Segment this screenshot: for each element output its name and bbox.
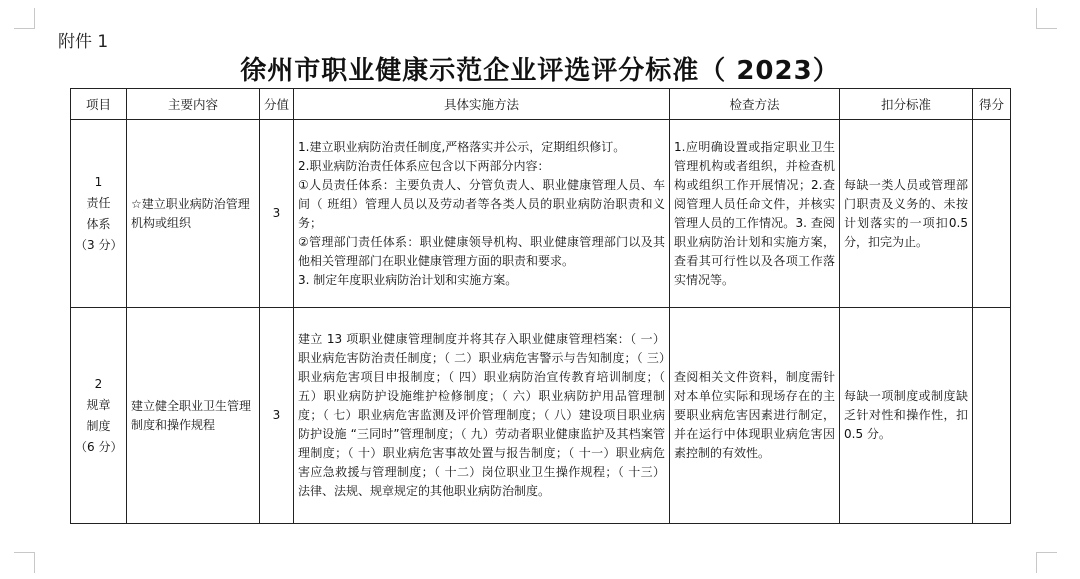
item-cell [71,120,127,308]
item-name-line: 制度 [86,418,111,433]
method-cell: 建立 13 项职业健康管理制度并将其存入职业健康管理档案：（ 一）职业病危害防治责任制度；（ 二）职业病危害警示与告知制度；（ 三）职业病危害项目申报制度；（ 四）职业病防治宣传教育培训制度；（ 五）职业病防护设施维护检修制度；（ 六）职业病防护用品管理制度；（ 七）职业病危害监测及评价管理制度；（ 八）建设项目职业病防护设施 “三同时”管理制度；（ 九）劳动者职业健康监护及其档案管理制度；（ 十）职业病危害事故处置与报告制度；（ 十一）职业病危害应急救援与管理制度；（ 十二）岗位职业卫生操作规程；（ 十三）法律、法规、规章规定的其他职业病防治制度。 [294,308,670,524]
method-cell [294,120,670,308]
inspection-cell: 查阅相关文件资料，制度需针对本单位实际和现场存在的主要职业病危害因素进行制定，并在运行中体现职业病危害因素控制的有效性。 [670,308,840,524]
item-name-line: 体系 [86,216,111,231]
method-line: ①人员责任体系：主要负责人、分管负责人、职业健康管理人员、车间（ 班组）管理人员以及劳动者等各类人员的职业病防治职责和义务； [298,177,665,230]
deduction-cell: 每缺一项制度或制度缺乏针对性和操作性，扣 0.5 分。 [840,308,973,524]
inspection-cell: 1.应明确设置或指定职业卫生管理机构或者组织，并检查机构或组织工作开展情况；2.查阅管理人员任命文件，并核实管理人员的工作情况。3. 查阅职业病防治计划和实施方案，查看其可行性以及各项工作落实情况等。 [670,120,840,308]
result-cell [973,308,1011,524]
content-cell: 建立健全职业卫生管理制度和操作规程 [127,308,260,524]
score-cell: 3 [260,120,294,308]
item-number: 1 [94,174,103,189]
header-item: 项目 [71,89,127,120]
method-line: ②管理部门责任体系：职业健康领导机构、职业健康管理部门以及其他相关管理部门在职业健康管理方面的职责和要求。 [298,234,665,268]
item-name-line: 规章 [86,397,111,412]
attachment-label: 附件 1 [58,32,109,52]
header-content: 主要内容 [127,89,260,120]
header-result: 得分 [973,89,1011,120]
header-inspection: 检查方法 [670,89,840,120]
header-row [71,89,1011,120]
table-row [71,120,1011,308]
score-cell: 3 [260,308,294,524]
crop-mark-bottom-left [14,552,35,573]
crop-mark-top-right [1036,8,1057,29]
header-deduction: 扣分标准 [840,89,973,120]
header-score: 分值 [260,89,294,120]
method-line: 2.职业病防治责任体系应包含以下两部分内容： [298,158,550,173]
content-cell: ☆建立职业病防治管理机构或组织 [127,120,260,308]
item-number: 2 [94,376,103,391]
item-cell [71,308,127,524]
item-points: （6 分） [75,439,123,454]
crop-mark-bottom-right [1036,552,1057,573]
deduction-cell: 每缺一类人员或管理部门职责及义务的、未按计划落实的一项扣0.5 分，扣完为止。 [840,120,973,308]
item-points: （3 分） [75,237,123,252]
item-name-line: 责任 [86,195,111,210]
header-method: 具体实施方法 [294,89,670,120]
method-line: 3. 制定年度职业病防治计划和实施方案。 [298,272,518,287]
document-title: 徐州市职业健康示范企业评选评分标准（ 2023） [240,56,840,86]
method-line: 1.建立职业病防治责任制度,严格落实并公示，定期组织修订。 [298,139,626,154]
table-row [71,308,1011,524]
scoring-table [70,88,1011,524]
result-cell [973,120,1011,308]
crop-mark-top-left [14,8,35,29]
